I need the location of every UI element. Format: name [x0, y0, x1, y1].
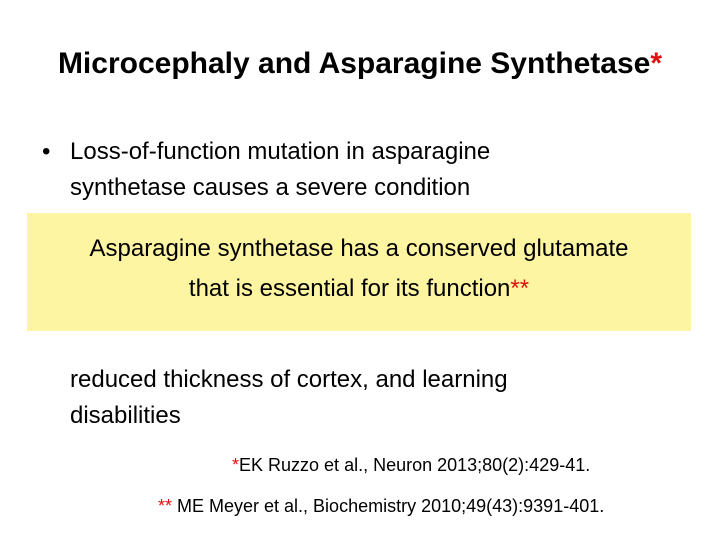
- bullet-line-4: disabilities: [70, 402, 181, 429]
- slide-title: [0, 44, 720, 84]
- reference-1-marker: *: [232, 455, 240, 475]
- bullet-line-2: synthetase causes a severe condition: [70, 174, 471, 201]
- callout-line-2: [27, 269, 691, 309]
- bullet-continuation: [70, 362, 690, 434]
- reference-1: [232, 452, 590, 478]
- title-asterisk: *: [650, 47, 663, 80]
- bullet-item: [42, 134, 682, 206]
- callout-line-1: Asparagine synthetase has a conserved glutamate: [89, 235, 629, 262]
- reference-2-text: ME Meyer et al., Biochemistry 2010;49(43):9391-401.: [172, 496, 605, 516]
- title-text: Microcephaly and Asparagine Synthetase: [57, 47, 651, 80]
- callout-box: [27, 213, 691, 331]
- callout-asterisk: **: [510, 275, 530, 302]
- bullet-line-3: reduced thickness of cortex, and learning: [70, 366, 508, 393]
- bullet-icon: •: [42, 138, 51, 165]
- callout-line-2-text: that is essential for its function: [188, 275, 511, 302]
- reference-1-text: EK Ruzzo et al., Neuron 2013;80(2):429-41.: [239, 455, 591, 475]
- bullet-line-1: Loss-of-function mutation in asparagine: [70, 138, 491, 165]
- reference-2: [158, 493, 604, 519]
- reference-2-marker: **: [158, 496, 173, 516]
